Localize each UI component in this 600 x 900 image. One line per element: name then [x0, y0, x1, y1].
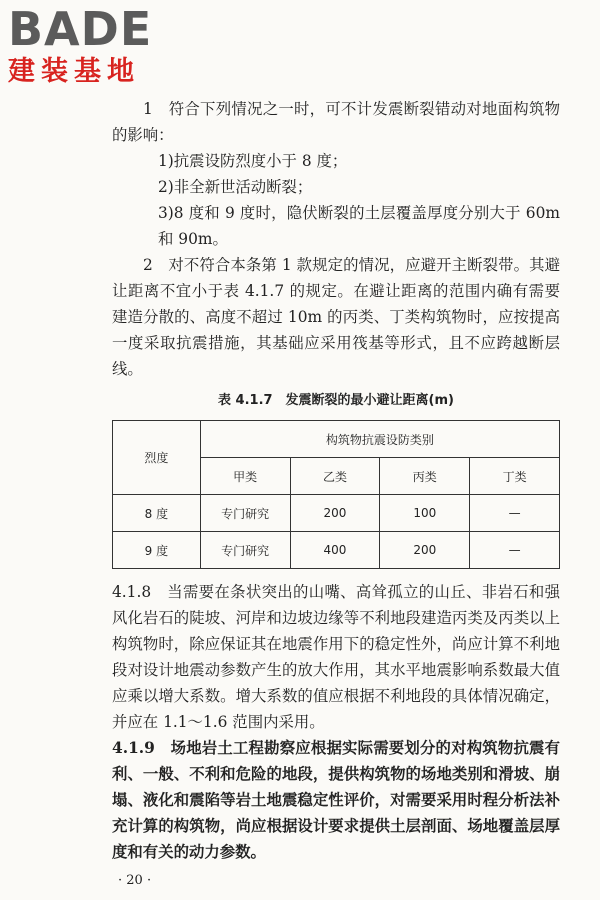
clause-1-item-3: 3)8 度和 9 度时，隐伏断裂的土层覆盖厚度分别大于 60m 和 90m。: [158, 204, 560, 248]
cell-value: 专门研究: [200, 495, 290, 532]
table-caption: 表 4.1.7 发震断裂的最小避让距离(m): [218, 393, 454, 408]
clause-1: 1 符合下列情况之一时，可不计发震断裂错动对地面构筑物的影响：: [112, 100, 560, 144]
section-4-1-9: 4.1.9 场地岩土工程勘察应根据实际需要划分的对构筑物抗震有利、一般、不利和危险的地段，提供构筑物的场地类别和滑坡、崩塌、液化和震陷等岩土地震稳定性评价，对需要采用时程分析法补充计算的构筑物，尚应根据设计要求提供土层剖面、场地覆盖层厚度和有关的动力参数。: [112, 739, 560, 861]
cell-intensity: 9 度: [113, 532, 201, 569]
table-row: [113, 532, 560, 569]
table-row: [113, 495, 560, 532]
clause-1-item-1: 1)抗震设防烈度小于 8 度；: [158, 152, 348, 170]
clause-2: 2 对不符合本条第 1 款规定的情况，应避开主断裂带。其避让距离不宜小于表 4.1.7 的规定。在避让距离的范围内确有需要建造分散的、高度不超过 10m 的丙类、丁类构筑物时，应按提高一度采取抗震措施，其基础应采用筏基等形式，且不应跨越断层线。: [112, 256, 560, 378]
clause-1-item-2: 2)非全新世活动断裂；: [158, 178, 313, 196]
logo: [8, 2, 178, 88]
distance-table: [112, 420, 560, 569]
header-intensity: 烈度: [113, 421, 201, 495]
logo-subtitle: 建装基地: [8, 56, 140, 87]
cell-value: —: [470, 532, 560, 569]
page-content: [112, 96, 560, 888]
subheader-class-c: 丙类: [380, 458, 470, 495]
section-4-1-8: 4.1.8 当需要在条状突出的山嘴、高耸孤立的山丘、非岩石和强风化岩石的陡坡、河岸和边坡边缘等不利地段建造丙类及丙类以上构筑物时，除应保证其在地震作用下的稳定性外，尚应计算不利地段对设计地震动参数产生的放大作用，其水平地震影响系数最大值应乘以增大系数。增大系数的值应根据不利地段的具体情况确定，并应在 1.1～1.6 范围内采用。: [112, 583, 560, 731]
cell-value: 200: [290, 495, 380, 532]
cell-value: 400: [290, 532, 380, 569]
table-header-row: [113, 421, 560, 458]
subheader-class-d: 丁类: [470, 458, 560, 495]
cell-intensity: 8 度: [113, 495, 201, 532]
page-number: · 20 ·: [118, 873, 152, 888]
subheader-class-a: 甲类: [200, 458, 290, 495]
cell-value: 200: [380, 532, 470, 569]
subheader-class-b: 乙类: [290, 458, 380, 495]
cell-value: 100: [380, 495, 470, 532]
header-category-group: 构筑物抗震设防类别: [200, 421, 559, 458]
cell-value: 专门研究: [200, 532, 290, 569]
logo-wordmark: BADE: [8, 2, 153, 56]
cell-value: —: [470, 495, 560, 532]
